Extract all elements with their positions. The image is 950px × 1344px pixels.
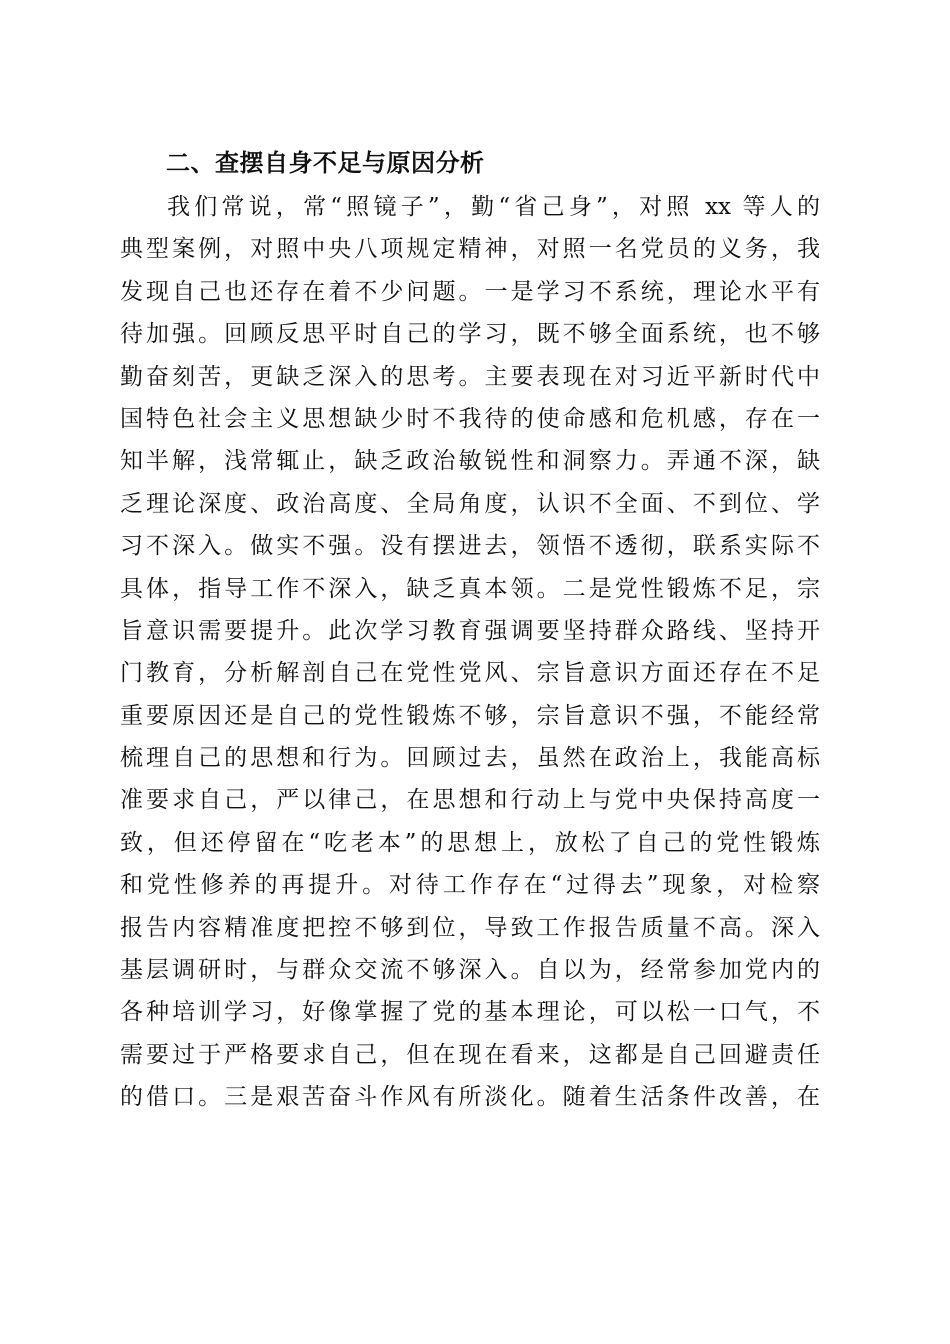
paragraph-line: 待加强。回顾反思平时自己的学习，既不够全面系统，也不够: [120, 321, 820, 348]
paragraph-line: 勤奋刻苦，更缺乏深入的思考。主要表现在对习近平新时代中: [120, 363, 820, 390]
paragraph-line: 乏理论深度、政治高度、全局角度，认识不全面、不到位、学: [120, 490, 820, 517]
body-paragraph: [120, 186, 820, 1119]
paragraph-line: 国特色社会主义思想缺少时不我待的使命感和危机感，存在一: [120, 405, 820, 432]
paragraph-line: 重要原因还是自己的党性锻炼不够，宗旨意识不强，不能经常: [120, 702, 820, 729]
paragraph-line: 报告内容精准度把控不够到位，导致工作报告质量不高。深入: [120, 914, 820, 941]
paragraph-line: 发现自己也还存在着不少问题。一是学习不系统，理论水平有: [120, 278, 820, 305]
paragraph-line: 旨意识需要提升。此次学习教育强调要坚持群众路线、坚持开: [120, 617, 820, 644]
paragraph-line: 基层调研时，与群众交流不够深入。自以为，经常参加党内的: [120, 957, 820, 984]
paragraph-line: 门教育，分析解剖自己在党性党风、宗旨意识方面还存在不足: [120, 660, 820, 687]
paragraph-line: 我们常说，常“照镜子”，勤“省己身”，对照 xx 等人的: [167, 194, 820, 220]
paragraph-line: 准要求自己，严以律己，在思想和行动上与党中央保持高度一: [120, 787, 820, 814]
paragraph-line: 各种培训学习，好像掌握了党的基本理论，可以松一口气，不: [120, 999, 820, 1026]
paragraph-line: 需要过于严格要求自己，但在现在看来，这都是自己回避责任: [120, 1041, 820, 1068]
paragraph-line: 和党性修养的再提升。对待工作存在“过得去”现象，对检察: [120, 872, 820, 899]
paragraph-line: 梳理自己的思想和行为。回顾过去，虽然在政治上，我能高标: [120, 745, 820, 772]
paragraph-line: 致，但还停留在“吃老本”的思想上，放松了自己的党性锻炼: [120, 829, 820, 856]
paragraph-line: 知半解，浅常辄止，缺乏政治敏锐性和洞察力。弄通不深，缺: [120, 448, 820, 475]
paragraph-line: 习不深入。做实不强。没有摆进去，领悟不透彻，联系实际不: [120, 533, 820, 560]
section-heading: 二、查摆自身不足与原因分析: [166, 149, 485, 177]
paragraph-line: 典型案例，对照中央八项规定精神，对照一名党员的义务，我: [120, 236, 820, 263]
paragraph-line: 具体，指导工作不深入，缺乏真本领。二是党性锻炼不足，宗: [120, 575, 820, 602]
paragraph-line: 的借口。三是艰苦奋斗作风有所淡化。随着生活条件改善，在: [120, 1084, 820, 1111]
